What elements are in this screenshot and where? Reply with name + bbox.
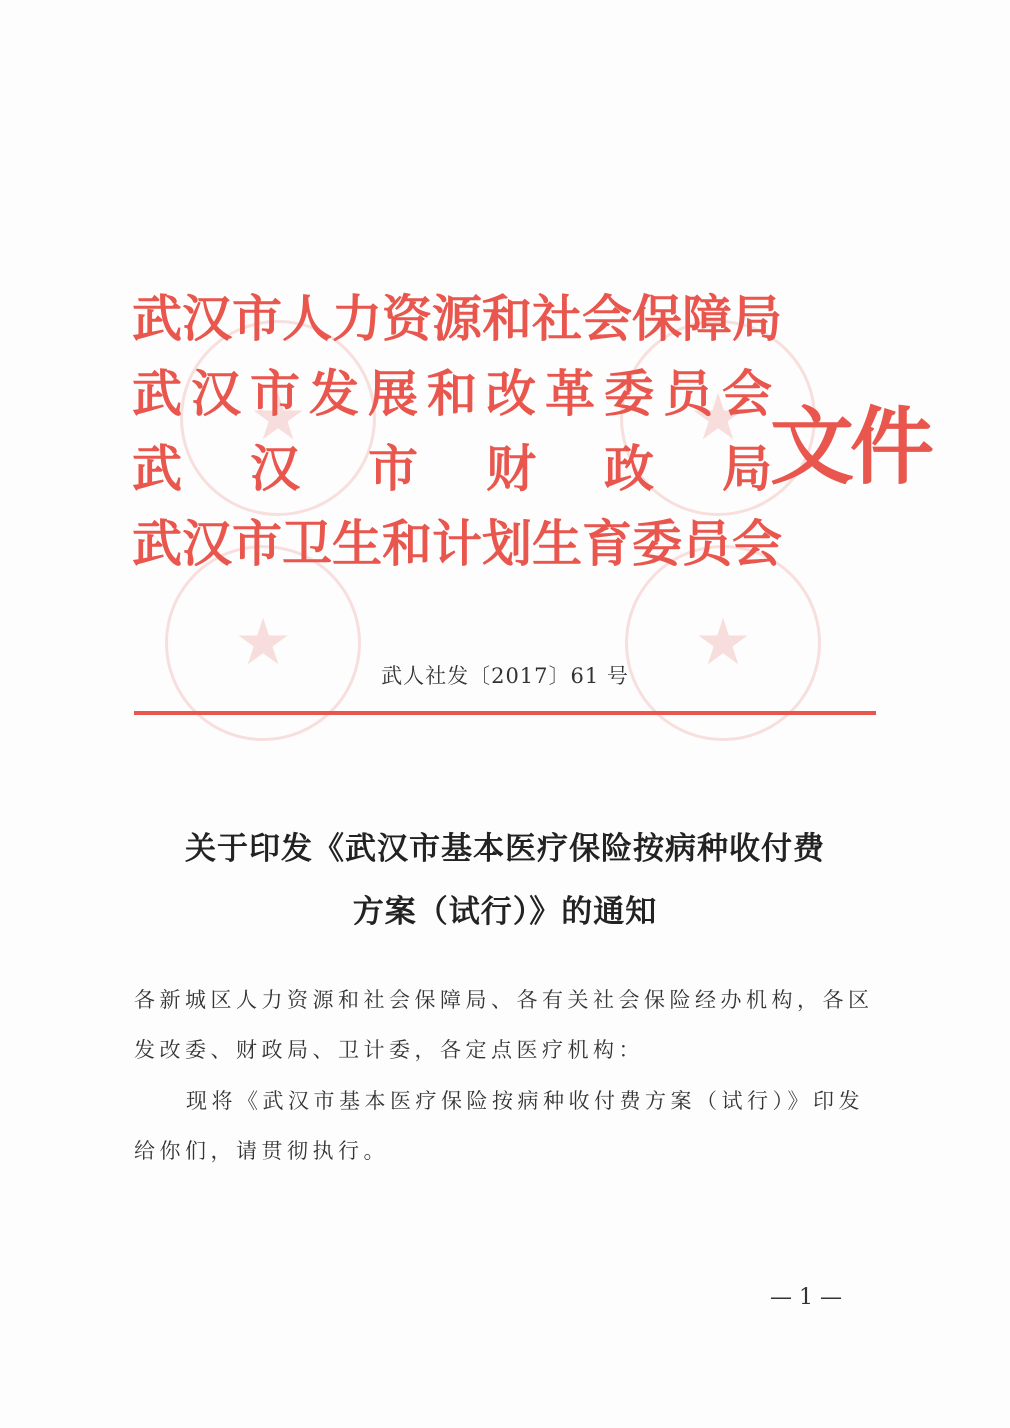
- agency-character: 汉: [191, 365, 241, 423]
- document-title-line-1: 关于印发《武汉市基本医疗保险按病种收付费: [185, 831, 825, 867]
- agency-character: 资: [382, 290, 432, 348]
- agency-character: 财: [486, 440, 536, 498]
- agency-line: [132, 282, 782, 357]
- agency-character: 和: [382, 515, 432, 573]
- agency-character: 计: [432, 515, 482, 573]
- agency-character: 人: [282, 290, 332, 348]
- agency-character: 会: [732, 515, 782, 573]
- agency-character: 局: [732, 290, 782, 348]
- agency-character: 市: [368, 440, 418, 498]
- agency-character: 会: [582, 290, 632, 348]
- issuing-agencies: [132, 282, 782, 582]
- agency-character: 源: [432, 290, 482, 348]
- agency-character: 员: [682, 515, 732, 573]
- agency-character: 市: [232, 290, 282, 348]
- agency-character: 武: [132, 290, 182, 348]
- agency-line: [132, 507, 782, 582]
- agency-character: 改: [486, 365, 536, 423]
- agency-character: 市: [232, 515, 282, 573]
- agency-character: 局: [722, 440, 772, 498]
- agency-line: [132, 432, 772, 507]
- body-paragraph: 现将《武汉市基本医疗保险按病种收付费方案（试行）》印发给你们，请贯彻执行。: [134, 1089, 864, 1163]
- red-divider-line: [134, 711, 876, 715]
- document-suffix: 文件: [770, 398, 931, 496]
- agency-character: 会: [722, 365, 772, 423]
- agency-character: 划: [482, 515, 532, 573]
- agency-character: 育: [582, 515, 632, 573]
- agency-character: 社: [532, 290, 582, 348]
- page-number: — 1 —: [770, 1285, 842, 1310]
- agency-character: 汉: [250, 440, 300, 498]
- agency-character: 武: [132, 515, 182, 573]
- agency-character: 委: [632, 515, 682, 573]
- agency-character: 保: [632, 290, 682, 348]
- agency-character: 力: [332, 290, 382, 348]
- document-title-line-2: 方案（试行）》的通知: [352, 894, 658, 930]
- agency-character: 障: [682, 290, 732, 348]
- agency-character: 市: [250, 365, 300, 423]
- agency-character: 卫: [282, 515, 332, 573]
- agency-line: [132, 357, 772, 432]
- agency-character: 员: [663, 365, 713, 423]
- agency-character: 生: [532, 515, 582, 573]
- agency-character: 武: [132, 440, 182, 498]
- agency-character: 革: [545, 365, 595, 423]
- agency-character: 和: [482, 290, 532, 348]
- agency-character: 委: [604, 365, 654, 423]
- agency-character: 和: [427, 365, 477, 423]
- agency-character: 汉: [182, 290, 232, 348]
- agency-character: 发: [309, 365, 359, 423]
- agency-character: 生: [332, 515, 382, 573]
- agency-character: 武: [132, 365, 182, 423]
- document-number: 武人社发〔2017〕61 号: [381, 664, 629, 688]
- agency-character: 政: [604, 440, 654, 498]
- agency-character: 汉: [182, 515, 232, 573]
- addressee-paragraph: 各新城区人力资源和社会保障局、各有关社会保险经办机构，各区发改委、财政局、卫计委，各定点医疗机构：: [134, 988, 874, 1062]
- agency-character: 展: [368, 365, 418, 423]
